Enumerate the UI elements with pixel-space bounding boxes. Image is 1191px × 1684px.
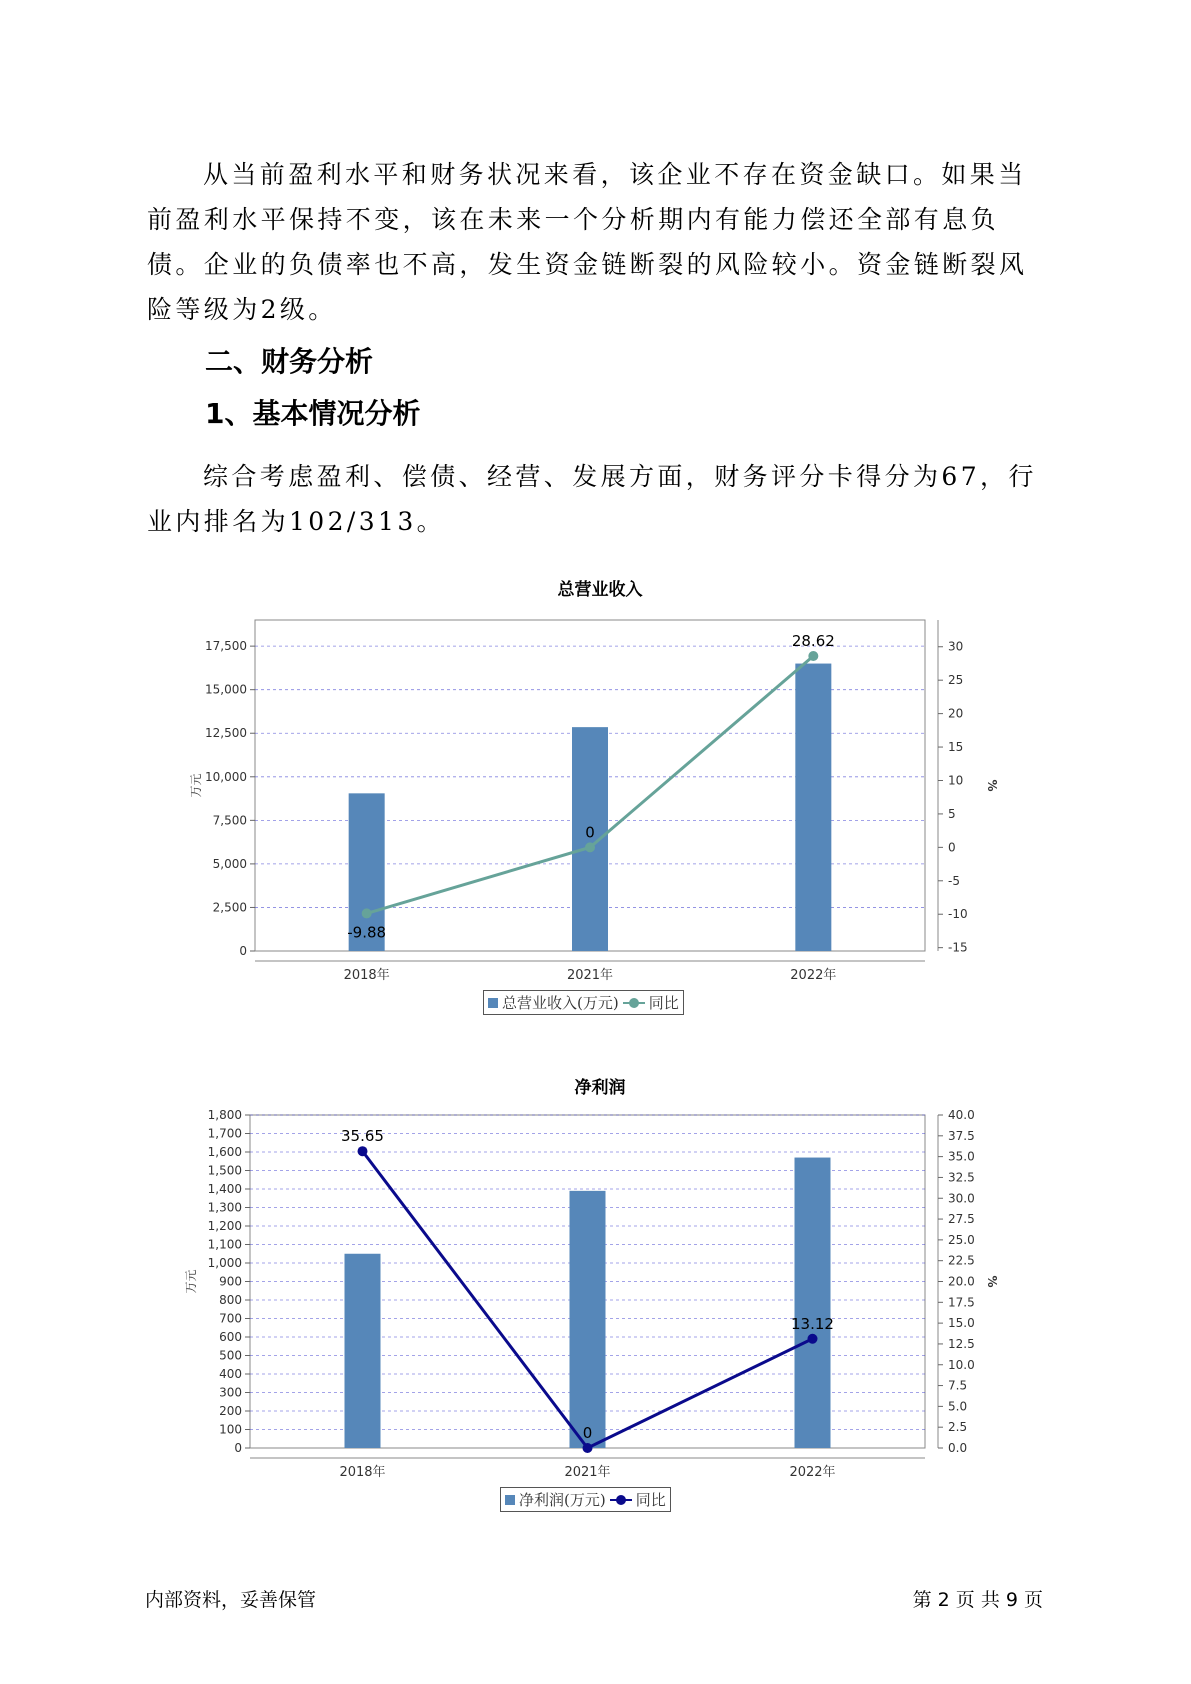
y2-tick-label: 15: [948, 740, 964, 755]
y2-tick-label: 30.0: [948, 1191, 975, 1206]
legend-bar-swatch: [505, 1495, 515, 1505]
y2-tick-label: 25.0: [948, 1232, 975, 1247]
y-tick-label: 1,100: [207, 1237, 242, 1252]
y2-axis-label: %: [985, 1275, 999, 1288]
legend-bar-label: 总营业收入(万元): [502, 994, 619, 1012]
y-tick-label: 15,000: [205, 682, 247, 697]
y2-tick-label: -5: [948, 873, 960, 888]
line-data-label: 0: [585, 823, 595, 842]
bar: [570, 1191, 606, 1448]
y-axis-label: 万元: [184, 1269, 198, 1294]
y-tick-label: 1,600: [207, 1145, 242, 1159]
y-tick-label: 200: [219, 1404, 242, 1418]
x-tick-label: 2021年: [564, 1465, 611, 1480]
y2-tick-label: 5: [948, 806, 956, 821]
y-tick-label: 1,800: [207, 1108, 242, 1122]
y-tick-label: 700: [219, 1311, 242, 1326]
x-tick-label: 2022年: [790, 968, 837, 983]
y2-tick-label: 12.5: [948, 1336, 975, 1351]
y-tick-label: 2,500: [212, 900, 247, 915]
y2-tick-label: 22.5: [948, 1253, 975, 1268]
legend-line-label: 同比: [648, 994, 679, 1012]
y-tick-label: 1,000: [207, 1256, 242, 1270]
y-tick-label: 900: [219, 1274, 242, 1289]
y-tick-label: 300: [219, 1385, 242, 1400]
y2-tick-label: 40.0: [948, 1108, 975, 1122]
y-axis-label: 万元: [189, 773, 203, 798]
footer-page-number: 第 2 页 共 9 页: [912, 1589, 1043, 1611]
y-tick-label: 1,200: [207, 1219, 242, 1233]
line-point: [585, 842, 595, 852]
chart2-title: 净利润: [574, 1078, 626, 1098]
line-point: [808, 651, 818, 661]
line-point: [358, 1146, 368, 1156]
x-tick-label: 2022年: [789, 1465, 836, 1480]
y2-tick-label: 17.5: [948, 1295, 975, 1310]
line-point: [808, 1334, 818, 1344]
legend-bar-swatch: [488, 998, 498, 1008]
legend-line-swatch: [610, 1495, 632, 1505]
y-tick-label: 1,400: [207, 1182, 242, 1196]
y-tick-label: 7,500: [212, 813, 247, 828]
y-tick-label: 800: [219, 1293, 242, 1307]
paragraph-funding-risk: 从当前盈利水平和财务状况来看，该企业不存在资金缺口。如果当前盈利水平保持不变，该在未来一个分析期内有能力偿还全部有息负债。企业的负债率也不高，发生资金链断裂的风险较小。资金链断裂风险等级为2级。: [147, 160, 1028, 324]
y-tick-label: 1,700: [207, 1126, 242, 1141]
y2-tick-label: 7.5: [948, 1378, 968, 1393]
y2-tick-label: 20: [948, 706, 964, 721]
footer-confidential: 内部资料，妥善保管: [145, 1589, 317, 1611]
line-data-label: 35.65: [341, 1127, 384, 1146]
bar: [795, 1158, 831, 1448]
y2-axis-label: %: [985, 779, 999, 792]
chart1-legend: [483, 990, 684, 1015]
y-tick-label: 12,500: [205, 726, 247, 741]
y-tick-label: 1,300: [207, 1200, 242, 1215]
line-data-label: -9.88: [347, 923, 387, 942]
legend-bar-label: 净利润(万元): [519, 1491, 606, 1509]
y-tick-label: 0: [234, 1441, 242, 1455]
line-data-label: 13.12: [791, 1314, 834, 1333]
chart-net-profit: [170, 1095, 1030, 1495]
paragraph-score-card: 综合考虑盈利、偿债、经营、发展方面，财务评分卡得分为67，行业内排名为102/313。: [147, 462, 1037, 536]
x-tick-label: 2021年: [566, 968, 614, 983]
y2-tick-label: -15: [948, 940, 968, 955]
y-tick-label: 600: [219, 1330, 242, 1344]
y2-tick-label: 30: [948, 639, 964, 654]
y2-tick-label: 20.0: [948, 1274, 975, 1289]
y2-tick-label: 15.0: [948, 1316, 975, 1331]
y2-tick-label: 5.0: [948, 1399, 968, 1414]
line-point: [583, 1443, 593, 1453]
legend-line-label: 同比: [635, 1491, 666, 1509]
y2-tick-label: 37.5: [948, 1128, 975, 1143]
chart1-title: 总营业收入: [557, 580, 643, 600]
chart-revenue: [170, 600, 1030, 1000]
x-tick-label: 2018年: [343, 968, 390, 983]
y2-tick-label: 10: [948, 773, 964, 788]
line-point: [362, 908, 372, 918]
chart2-legend: [500, 1487, 671, 1512]
y-tick-label: 17,500: [205, 639, 247, 654]
y-tick-label: 5,000: [212, 856, 247, 871]
y2-tick-label: 25: [948, 673, 964, 688]
bar: [795, 664, 831, 951]
y2-tick-label: 0: [948, 840, 956, 855]
legend-line-swatch: [623, 998, 645, 1008]
y2-tick-label: 32.5: [948, 1170, 975, 1185]
y-tick-label: 500: [219, 1348, 242, 1363]
line-data-label: 28.62: [791, 631, 835, 650]
y-tick-label: 1,500: [207, 1163, 242, 1178]
y-tick-label: 0: [239, 944, 247, 958]
y-tick-label: 400: [219, 1367, 242, 1381]
y2-tick-label: -10: [948, 907, 968, 922]
y2-tick-label: 35.0: [948, 1149, 975, 1164]
y-tick-label: 100: [219, 1422, 242, 1437]
y2-tick-label: 2.5: [948, 1420, 968, 1435]
x-tick-label: 2018年: [339, 1465, 386, 1480]
y2-tick-label: 0.0: [948, 1441, 968, 1455]
section-heading-financial-analysis: 二、财务分析: [205, 345, 374, 378]
y-tick-label: 10,000: [205, 769, 247, 784]
bar: [345, 1254, 381, 1448]
y2-tick-label: 27.5: [948, 1212, 975, 1227]
y2-tick-label: 10.0: [948, 1357, 975, 1372]
line-data-label: 0: [582, 1424, 593, 1442]
subsection-heading-basic-analysis: 1、基本情况分析: [205, 397, 421, 430]
